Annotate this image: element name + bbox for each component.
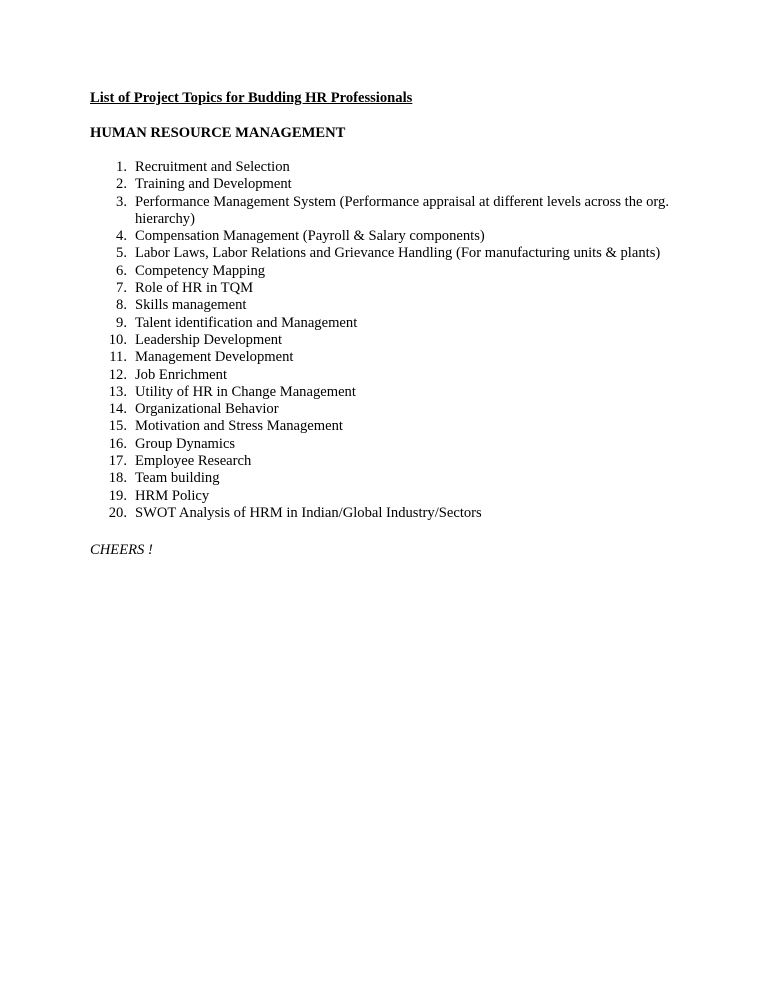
section-heading: HUMAN RESOURCE MANAGEMENT (90, 125, 346, 141)
list-item (0, 505, 768, 522)
list-item-number: 1. (116, 159, 127, 175)
list-item (0, 488, 768, 505)
list-item-number: 13. (108, 383, 127, 400)
list-item-text: Role of HR in TQM (135, 280, 254, 297)
list-item-number: 14. (108, 401, 127, 418)
list-item-number: 12. (108, 366, 127, 383)
list-item-number: 10. (108, 331, 127, 348)
list-item-number: 20. (108, 504, 127, 521)
list-item (0, 401, 768, 418)
list-item (0, 453, 768, 470)
list-item (0, 418, 768, 435)
list-item-number: 16. (108, 435, 127, 452)
list-item-number: 18. (108, 470, 127, 487)
list-item-text: Skills management (135, 297, 247, 314)
list-item (0, 332, 768, 349)
list-item (0, 194, 768, 229)
list-item-number: 9. (116, 314, 127, 331)
list-item-text: Employee Research (135, 453, 252, 470)
list-item-text: Team building (135, 470, 220, 487)
list-item-text: SWOT Analysis of HRM in Indian/Global Industry/Sectors (135, 504, 482, 521)
document-title: List of Project Topics for Budding HR Professionals (90, 90, 413, 106)
list-item-text: Motivation and Stress Management (135, 418, 343, 435)
list-item-text: Recruitment and Selection (135, 159, 290, 175)
list-item-number: 7. (116, 280, 127, 297)
list-item-number: 17. (108, 453, 127, 470)
list-item-text: Group Dynamics (135, 435, 236, 452)
list-item-text: Job Enrichment (135, 366, 228, 383)
list-item-number: 15. (108, 418, 127, 435)
list-item (0, 384, 768, 401)
list-item-text: HRM Policy (135, 487, 210, 504)
list-item (0, 280, 768, 297)
list-item-number: 2. (116, 176, 127, 193)
list-item (0, 263, 768, 280)
list-item (0, 245, 768, 262)
list-item-number: 6. (116, 262, 127, 279)
list-item-number: 19. (108, 487, 127, 504)
list-item-text: Organizational Behavior (135, 401, 279, 418)
closing-note: CHEERS ! (90, 542, 153, 558)
list-item-text: Management Development (135, 349, 294, 366)
list-item-number: 11. (109, 349, 127, 366)
list-item-text: Training and Development (135, 176, 292, 193)
list-item (0, 176, 768, 193)
list-item-number: 3. (116, 193, 127, 210)
list-item-number: 5. (116, 245, 127, 262)
list-item (0, 349, 768, 366)
list-item-text: Performance Management System (Performance appraisal at different levels across the org. hierarchy) (135, 193, 669, 227)
list-item-number: 8. (116, 297, 127, 314)
topic-list (0, 159, 768, 522)
list-item-text: Talent identification and Management (135, 314, 358, 331)
list-item (0, 367, 768, 384)
list-item-number: 4. (116, 228, 127, 245)
list-item-text: Labor Laws, Labor Relations and Grievance Handling (For manufacturing units & plants) (135, 245, 661, 262)
list-item-text: Utility of HR in Change Management (135, 383, 356, 400)
list-item (0, 228, 768, 245)
list-item (0, 159, 768, 176)
list-item-text: Compensation Management (Payroll & Salary components) (135, 228, 485, 245)
list-item (0, 470, 768, 487)
list-item (0, 297, 768, 314)
list-item-text: Leadership Development (135, 331, 283, 348)
list-item (0, 436, 768, 453)
list-item (0, 315, 768, 332)
list-item-text: Competency Mapping (135, 262, 266, 279)
